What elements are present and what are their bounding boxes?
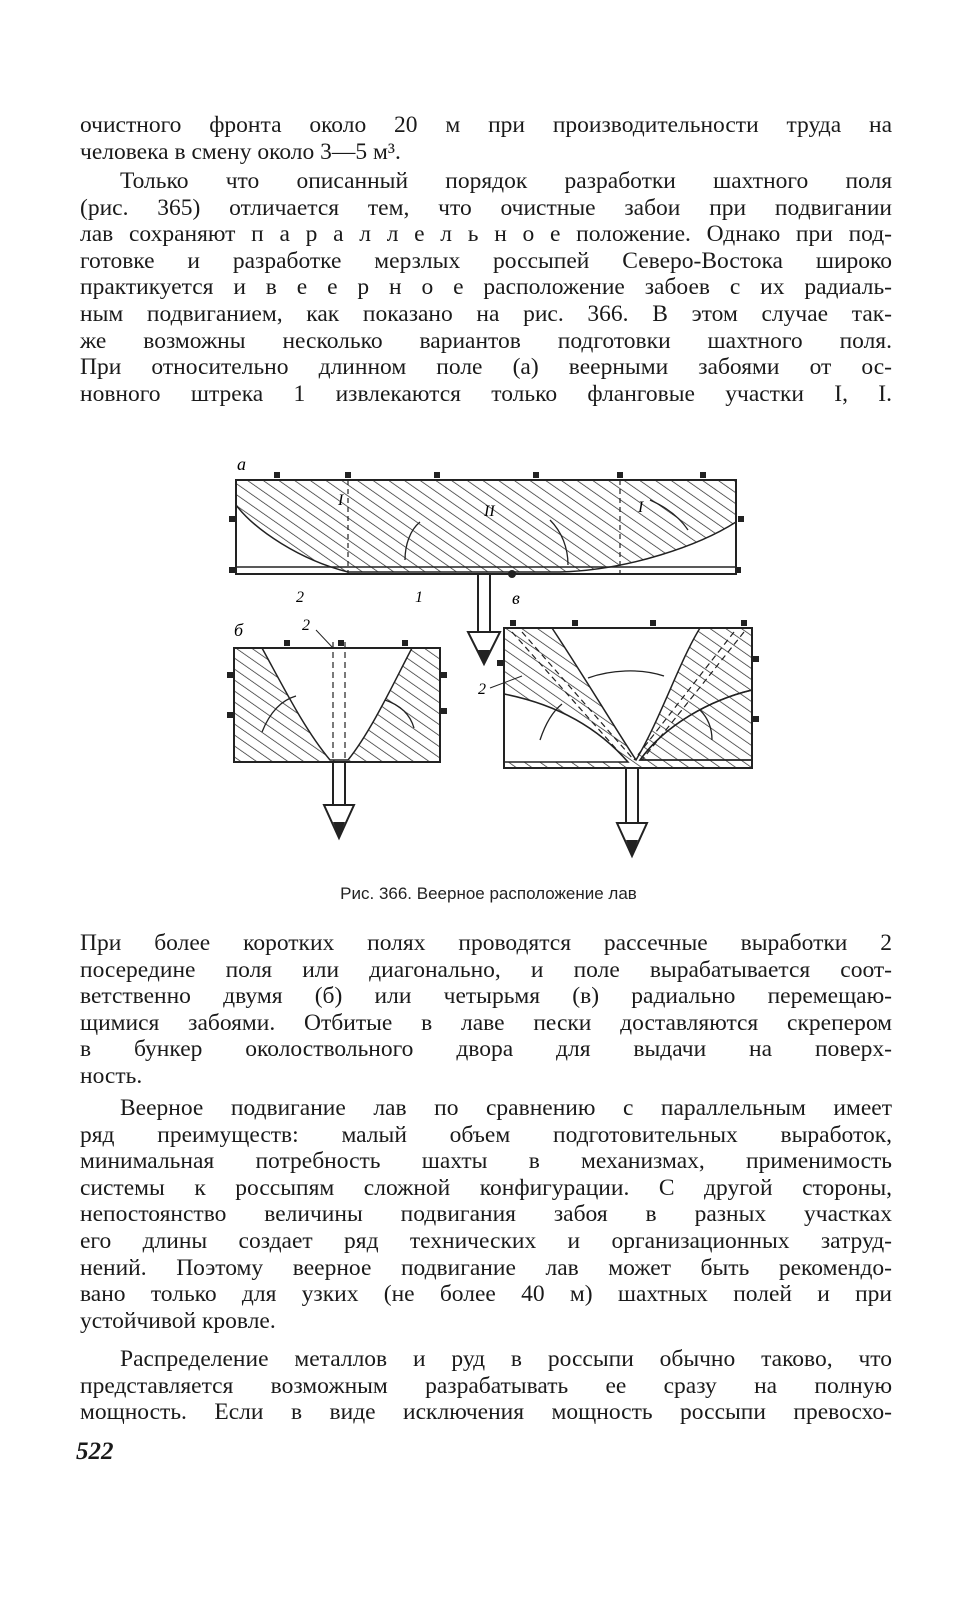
text-line: новного штрека 1 извлекаются только фланговые участки I, I. bbox=[80, 380, 892, 407]
paragraph-3 bbox=[80, 930, 892, 1090]
text-line: непостоянство величины подвигания забоя в разных участках bbox=[80, 1201, 892, 1228]
text-line: При относительно длинном поле (а) веерными забоями от ос- bbox=[80, 354, 892, 381]
label-I: I bbox=[338, 492, 344, 509]
text-line: При более коротких полях проводятся рассечные выработки 2 bbox=[80, 930, 892, 956]
text-line: ряд преимуществ: малый объем подготовительных выработок, bbox=[80, 1121, 892, 1148]
label-2: 2 bbox=[302, 617, 310, 634]
text-line: представляется возможным разрабатывать ее сразу на полную bbox=[80, 1372, 892, 1399]
page-number: 522 bbox=[76, 1438, 114, 1465]
text-line: лав сохраняют п а р а л л е л ь н о е положение. Однако при под- bbox=[80, 221, 892, 248]
text-line: вано только для узких (не более 40 м) шахтных полей и при bbox=[80, 1281, 892, 1308]
panel-v bbox=[478, 620, 759, 856]
figure-caption: Рис. 366. Веерное расположение лав bbox=[340, 884, 637, 903]
text-line: в бункер околоствольного двора для выдачи на поверх- bbox=[80, 1036, 892, 1063]
text-line: системы к россыпям сложной конфигурации. С другой стороны, bbox=[80, 1174, 892, 1201]
paragraph-1 bbox=[80, 112, 892, 165]
text-line: Только что описанный порядок разработки шахтного поля bbox=[120, 168, 892, 194]
label-a: а bbox=[237, 454, 246, 474]
label-2: 2 bbox=[478, 681, 486, 698]
text-line: (рис. 365) отличается тем, что очистные забои при подвигании bbox=[80, 194, 892, 221]
paragraph-4 bbox=[80, 1095, 892, 1334]
figure-366 bbox=[0, 450, 977, 870]
label-1: 1 bbox=[415, 589, 423, 606]
text-line: его длины создает ряд технических и организационных затруд- bbox=[80, 1227, 892, 1254]
text-line: устойчивой кровле. bbox=[80, 1307, 276, 1334]
text-line: нений. Поэтому веерное подвигание лав может быть рекомендо- bbox=[80, 1254, 892, 1281]
panel-b bbox=[227, 617, 447, 838]
paragraph-2 bbox=[80, 168, 892, 407]
text-line: очистного фронта около 20 м при производительности труда на bbox=[80, 112, 892, 138]
label-v: в bbox=[512, 588, 520, 608]
text-line: Веерное подвигание лав по сравнению с параллельным имеет bbox=[120, 1095, 892, 1121]
label-b: б bbox=[234, 620, 244, 640]
text-line: готовке и разработке мерзлых россыпей Северо-Востока широко bbox=[80, 247, 892, 274]
text-line: ность. bbox=[80, 1062, 143, 1089]
label-I: I bbox=[638, 499, 644, 516]
text-line: практикуется и в е е р н о е расположение забоев с их радиаль- bbox=[80, 274, 892, 301]
paragraph-5 bbox=[80, 1346, 892, 1426]
hatched-area bbox=[236, 480, 736, 572]
label-2: 2 bbox=[296, 589, 304, 606]
text-line: ветственно двумя (б) или четырьмя (в) радиально перемещаю- bbox=[80, 983, 892, 1010]
text-line: мощность. Если в виде исключения мощность россыпи превосхо- bbox=[80, 1399, 892, 1426]
hatched-area bbox=[234, 648, 440, 762]
text-line: человека в смену около 3—5 м³. bbox=[80, 138, 401, 165]
text-line: минимальная потребность шахты в механизмах, применимость bbox=[80, 1148, 892, 1175]
text-line: Распределение металлов и руд в россыпи обычно таково, что bbox=[120, 1346, 892, 1372]
text-line: ным подвиганием, как показано на рис. 366. В этом случае так- bbox=[80, 300, 892, 327]
text-line: щимися забоями. Отбитые в лаве пески доставляются скрепером bbox=[80, 1009, 892, 1036]
label-II: II bbox=[484, 503, 495, 520]
text-line: посередине поля или диагонально, и поле вырабатывается соот- bbox=[80, 956, 892, 983]
text-line: же возможны несколько вариантов подготовки шахтного поля. bbox=[80, 327, 892, 354]
